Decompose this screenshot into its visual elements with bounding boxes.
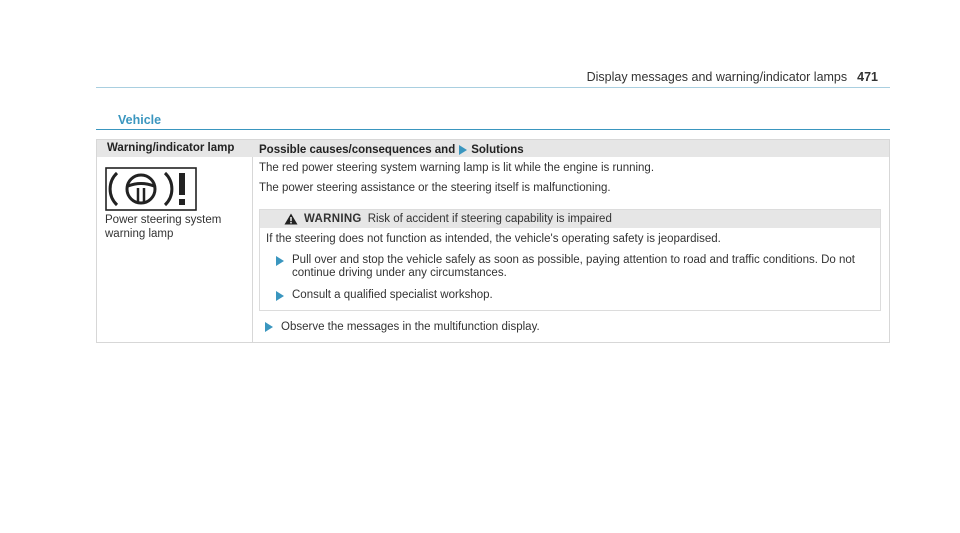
warning-triangle-icon — [284, 213, 298, 225]
column-header-lamp: Warning/indicator lamp — [107, 142, 235, 154]
causes-cell — [253, 157, 889, 342]
warning-keyword: WARNING — [304, 213, 362, 225]
warning-title: Risk of accident if steering capability is impaired — [367, 213, 612, 225]
column-header-causes-text: Possible causes/consequences and — [259, 143, 456, 156]
arrow-right-icon — [265, 322, 273, 332]
warning-header — [260, 210, 880, 228]
lamp-label: Power steering system warning lamp — [105, 214, 222, 240]
page-header-title: Display messages and warning/indicator lamps — [586, 70, 848, 84]
arrow-right-icon — [276, 291, 284, 301]
section-rule — [96, 129, 890, 130]
warning-body — [260, 228, 880, 310]
warning-lamp-table — [96, 139, 890, 343]
page-header — [587, 70, 878, 84]
warning-step-2: Consult a qualified specialist workshop. — [266, 289, 870, 302]
section-title: Vehicle — [118, 113, 162, 127]
column-header-causes — [253, 140, 889, 157]
arrow-right-icon — [459, 145, 467, 155]
warning-step-1: Pull over and stop the vehicle safely as soon as possible, paying attention to road and traffic conditions. Do not continue driving under any circumstances. — [266, 254, 870, 280]
final-step: Observe the messages in the multifunction display. — [259, 321, 881, 334]
header-rule — [96, 87, 890, 88]
table-header — [97, 140, 889, 157]
table-row — [97, 157, 889, 342]
column-header-solutions-text: Solutions — [471, 143, 524, 156]
warning-box — [259, 209, 881, 311]
page-number: 471 — [857, 70, 878, 84]
description-line-2: The power steering assistance or the steering itself is malfunctioning. — [259, 182, 611, 194]
description-line-1: The red power steering system warning lamp is lit while the engine is running. — [259, 162, 655, 174]
lamp-cell — [97, 157, 253, 342]
arrow-right-icon — [276, 256, 284, 266]
warning-body-text: If the steering does not function as intended, the vehicle's operating safety is jeopardised. — [266, 233, 721, 245]
power-steering-warning-icon — [105, 167, 197, 211]
